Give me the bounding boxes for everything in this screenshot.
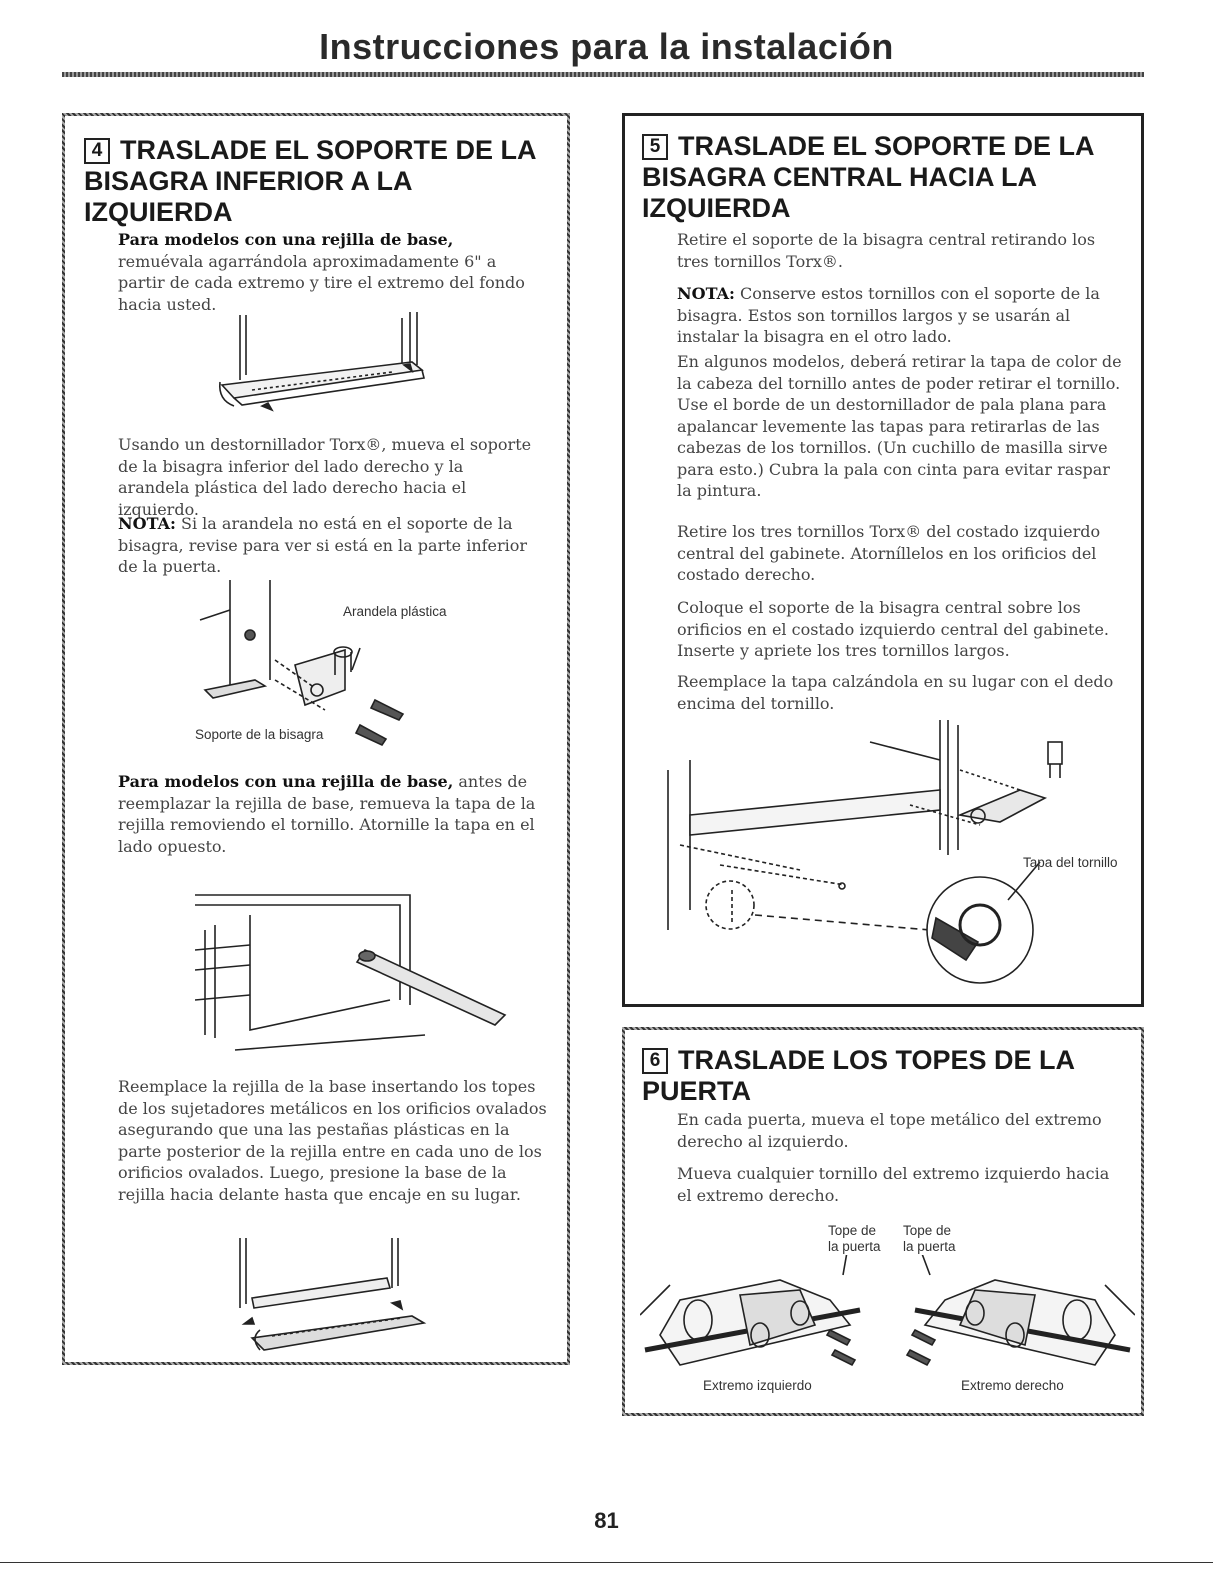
step-5-paragraph-4: Retire los tres tornillos Torx® del costado izquierdo central del gabinete. Atorníllelos en los orificios del costado derecho. [677,522,1101,584]
step-4-paragraph-5: Reemplace la rejilla de la base insertando los topes de los sujetadores metálicos en los orificios ovalados asegurando que una las pestañas plásticas en la parte posterior de la rejilla entre en cada uno de los orificios ovalados. Luego, presione la base de la rejilla hacia delante hasta que encaje en su lugar. [118,1077,547,1204]
step-5-p2-lead: NOTA: [677,284,735,303]
step-4-p3-rest: Si la arandela no está en el soporte de la bisagra, revise para ver si está en la parte inferior de la puerta. [118,514,528,576]
step-5-paragraph-2 [677,283,1122,348]
step-4-p3-lead: NOTA: [118,514,176,533]
label-hinge-bracket: Soporte de la bisagra [195,727,324,742]
step-6-heading-text: TRASLADE LOS TOPES DE LA PUERTA [642,1045,1075,1106]
step-6-paragraph-1: En cada puerta, mueva el tope metálico del extremo derecho al izquierdo. [677,1110,1102,1151]
page-number: 81 [594,1508,619,1533]
step-5-paragraph-5: Coloque el soporte de la bisagra central sobre los orificios en el costado izquierdo central del gabinete. Inserte y apriete los tres tornillos largos. [677,598,1109,660]
step-5-number: 5 [642,134,668,160]
step-4-p1-lead: Para modelos con una rejilla de base, [118,230,454,249]
step-6-paragraph-2: Mueva cualquier tornillo del extremo izquierdo hacia el extremo derecho. [677,1164,1110,1205]
label-door-stop-right-line-1: Tope de [903,1223,952,1238]
step-4-number: 4 [84,138,110,164]
title-rule [62,72,1144,77]
step-4-paragraph-3 [118,513,538,578]
base-grille-removal-illustration [212,310,442,420]
step-5-paragraph-6: Reemplace la tapa calzándola en su lugar con el dedo encima del tornillo. [677,672,1114,713]
step-4-paragraph-2: Usando un destornillador Torx®, mueva el soporte de la bisagra inferior del lado derecho y la arandela plástica del lado derecho hacia el izquierdo. [118,435,532,519]
step-4-p1-rest: remuévala agarrándola aproximadamente 6" a partir de cada extremo y tire el extremo del fondo hacia usted. [118,251,525,314]
step-4-p4-lead: Para modelos con una rejilla de base, [118,772,454,791]
label-screw-cap: Tapa del tornillo [1023,855,1118,870]
step-5-heading [642,131,1122,224]
door-stop-left-end-illustration [640,1255,880,1375]
step-6-number: 6 [642,1048,668,1074]
step-5-paragraph-3: En algunos modelos, deberá retirar la tapa de color de la cabeza del tornillo antes de poder retirar el tornillo. Use el borde de un destornillador de pala plana para apalancar levemente las tapas para retirarlas de las cabezas de los tornillos. (Un cuchillo de masilla sirve para esto.) Cubra la pala con cinta para evitar raspar la pintura. [677,352,1122,500]
bottom-rule [0,1562,1213,1563]
step-4-heading [84,135,554,228]
step-4-paragraph-1 [118,229,538,315]
page-title: Instrucciones para la instalación [319,26,894,67]
label-plastic-washer: Arandela plástica [343,604,447,619]
label-door-stop-left [828,1223,881,1255]
label-door-stop-right-line-2: la puerta [903,1239,956,1254]
label-door-stop-left-line-2: la puerta [828,1239,881,1254]
step-5-p2-rest: Conserve estos tornillos con el soporte de la bisagra. Estos son tornillos largos y se usarán al instalar la bisagra en el otro lado. [677,284,1100,346]
grille-cap-screw-illustration [195,890,515,1060]
step-6-heading [642,1045,1112,1107]
grille-replacement-illustration [212,1238,442,1358]
step-5-heading-text: TRASLADE EL SOPORTE DE LA BISAGRA CENTRAL HACIA LA IZQUIERDA [642,131,1094,223]
label-door-stop-left-line-1: Tope de [828,1223,877,1238]
step-4-p4-rest: antes de reemplazar la rejilla de base, remueva la tapa de la rejilla removiendo el tornillo. Atornille la tapa en el lado opuesto. [118,772,536,856]
label-right-end: Extremo derecho [961,1378,1064,1393]
step-4-heading-text: TRASLADE EL SOPORTE DE LA BISAGRA INFERIOR A LA IZQUIERDA [84,135,536,227]
step-5-paragraph-1: Retire el soporte de la bisagra central retirando los tres tornillos Torx®. [677,230,1096,271]
step-4-paragraph-4 [118,771,538,857]
label-left-end: Extremo izquierdo [703,1378,812,1393]
label-door-stop-right [903,1223,956,1255]
door-stop-right-end-illustration [895,1255,1135,1375]
